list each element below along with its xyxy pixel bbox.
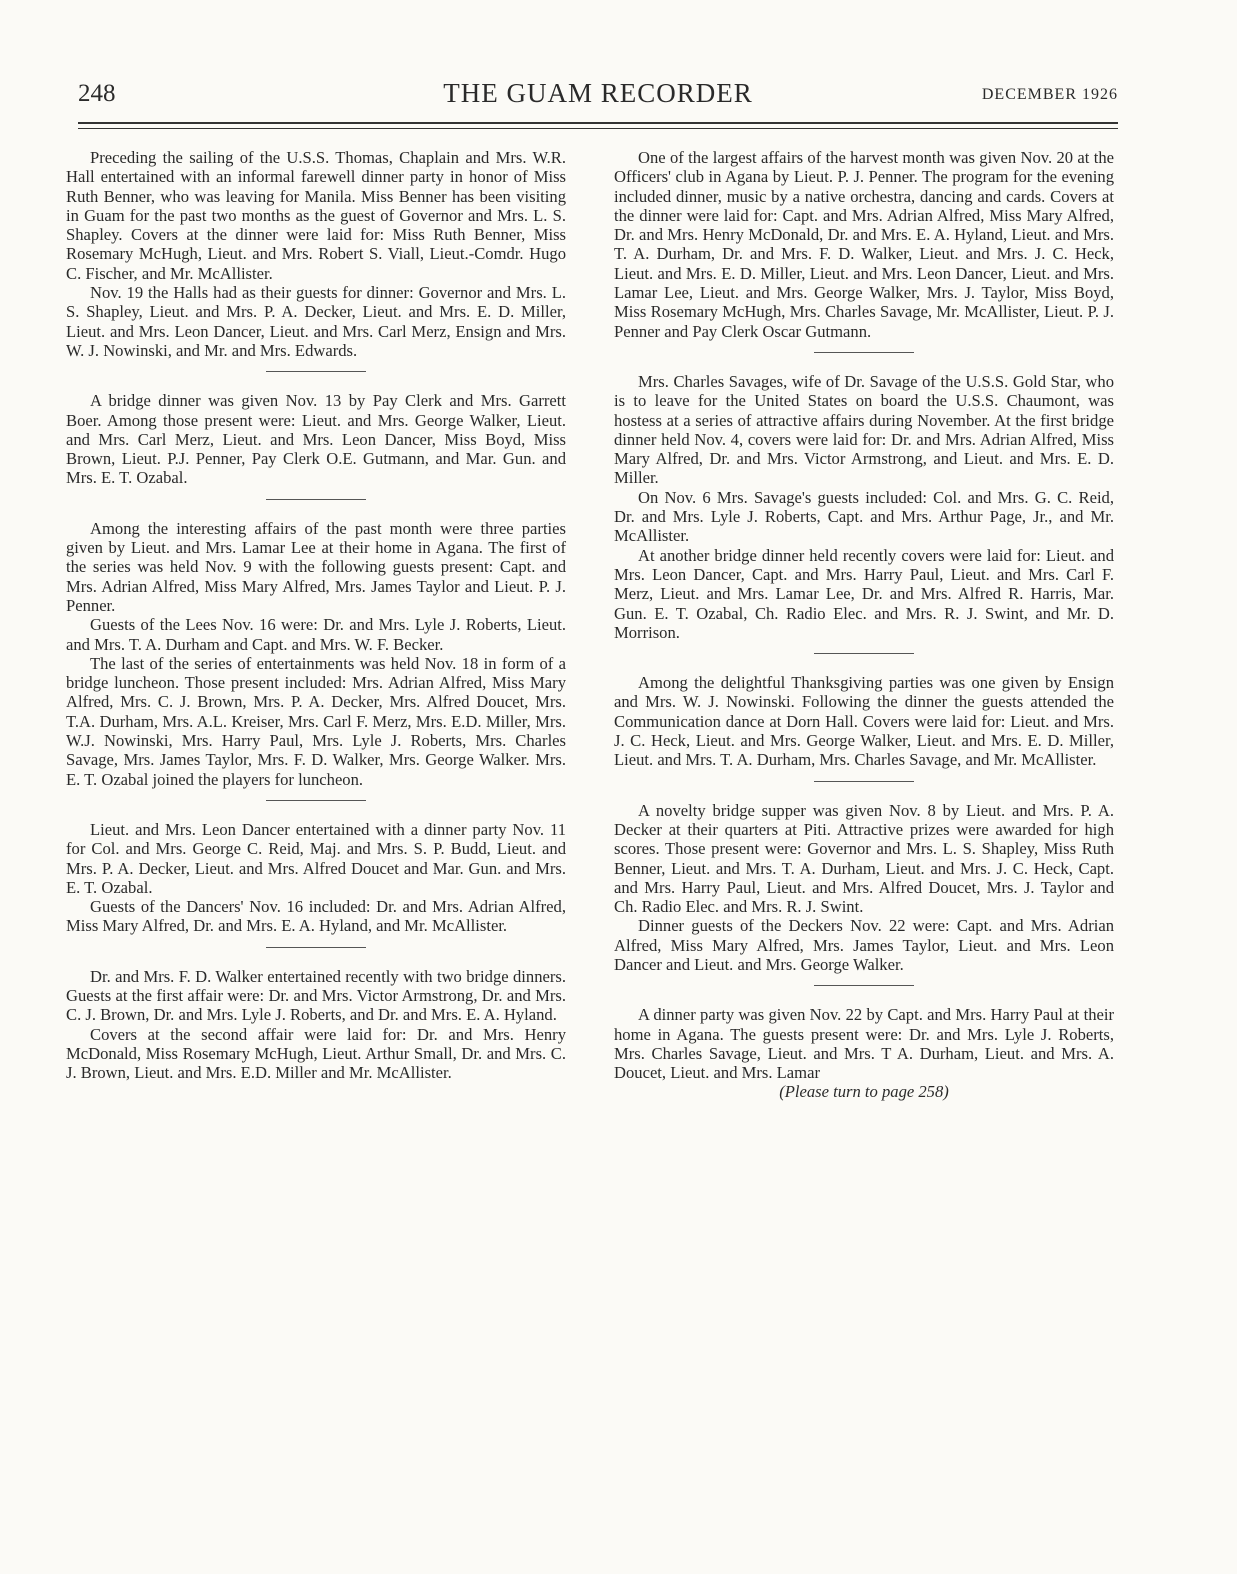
publication-title: THE GUAM RECORDER [443, 78, 753, 108]
article-paragraph: Lieut. and Mrs. Leon Dancer entertained with a dinner party Nov. 11 for Col. and Mrs. George C. Reid, Maj. and Mrs. S. P. Budd, Lieut. and Mrs. P. A. Decker, Lieut. and Mrs. Alfred Doucet and Mar. Gun. and Mrs. E. T. Ozabal. [66, 819, 566, 897]
section-divider [266, 499, 366, 500]
article-paragraph: Preceding the sailing of the U.S.S. Thomas, Chaplain and Mrs. W.R. Hall entertained with an informal farewell dinner party in honor of Miss Ruth Benner, who was leaving for Manila. Miss Benner has been visiting in Guam for the past two months as the guest of Governor and Mrs. L. S. Shapley. Covers at the dinner were laid for: Miss Ruth Benner, Miss Rosemary McHugh, Lieut. and Mrs. Robert S. Viall, Lieut.-Comdr. Hugo C. Fischer, and Mr. McAllister. [66, 148, 566, 283]
article-paragraph: A novelty bridge supper was given Nov. 8 by Lieut. and Mrs. P. A. Decker at their quarters at Piti. Attractive prizes were awarded for high scores. Those present were: Governor and Mrs. L. S. Shapley, Miss Ruth Benner, Lieut. and Mrs. T. A. Durham, Lieut. and Mrs. J. C. Heck, Capt. and Mrs. Harry Paul, Lieut. and Mrs. Alfred Doucet, Mrs. J. Taylor and Ch. Radio Elec. and Mrs. R. J. Swint. [614, 800, 1114, 917]
issue-date: DECEMBER 1926 [981, 86, 1118, 103]
article-paragraph: A dinner party was given Nov. 22 by Capt. and Mrs. Harry Paul at their home in Agana. The guests present were: Dr. and Mrs. Lyle J. Roberts, Mrs. Charles Savage, Lieut. and Mrs. T A. Durham, Lieut. and Mrs. A. Doucet, Lieut. and Mrs. Lamar [614, 1005, 1114, 1083]
page-number: 248 [78, 80, 116, 107]
section-divider [266, 371, 366, 372]
article-paragraph: The last of the series of entertainments was held Nov. 18 in form of a bridge luncheon. Those present included: Mrs. Adrian Alfred, Miss Mary Alfred, Mrs. C. J. Brown, Mrs. P. A. Decker, Mrs. Alfred Doucet, Mrs. T.A. Durham, Mrs. A.L. Kreiser, Mrs. Carl F. Merz, Mrs. E.D. Miller, Mrs. W.J. Nowinski, Mrs. Harry Paul, Mrs. Lyle J. Roberts, Mrs. Charles Savage, Mrs. James Taylor, Mrs. F. D. Walker, Mrs. George Walker. Mrs. E. T. Ozabal joined the players for luncheon. [66, 653, 566, 789]
left-column [66, 148, 566, 1082]
section-divider [814, 352, 914, 353]
header-rule-thin [78, 128, 1118, 129]
article-paragraph: On Nov. 6 Mrs. Savage's guests included: Col. and Mrs. G. C. Reid, Dr. and Mrs. Lyle J. Roberts, Capt. and Mrs. Arthur Page, Jr., and Mr. McAllister. [614, 487, 1114, 546]
article-paragraph: Guests of the Lees Nov. 16 were: Dr. and Mrs. Lyle J. Roberts, Lieut. and Mrs. T. A. Durham and Capt. and Mrs. W. F. Becker. [66, 615, 566, 654]
article-paragraph: Dr. and Mrs. F. D. Walker entertained recently with two bridge dinners. Guests at the first affair were: Dr. and Mrs. Victor Armstrong, Dr. and Mrs. C. J. Brown, Dr. and Mrs. Lyle J. Roberts, and Dr. and Mrs. E. A. Hyland. [66, 966, 566, 1025]
article-paragraph: Dinner guests of the Deckers Nov. 22 were: Capt. and Mrs. Adrian Alfred, Miss Mary Alfred, Mrs. James Taylor, Lieut. and Mrs. Leon Dancer and Lieut. and Mrs. George Walker. [614, 916, 1114, 974]
header-rule [78, 122, 1118, 124]
article-paragraph: Among the interesting affairs of the past month were three parties given by Lieut. and Mrs. Lamar Lee at their home in Agana. The first of the series was held Nov. 9 with the following guests present: Capt. and Mrs. Adrian Alfred, Miss Mary Alfred, Mrs. James Taylor and Lieut. P. J. Penner. [66, 518, 566, 615]
article-paragraph: At another bridge dinner held recently covers were laid for: Lieut. and Mrs. Leon Dancer, Capt. and Mrs. Harry Paul, Lieut. and Mrs. Carl F. Merz, Lieut. and Mrs. Lamar Lee, Dr. and Mrs. Alfred R. Harris, Mar. Gun. E. T. Ozabal, Ch. Radio Elec. and Mrs. R. J. Swint, and Mr. D. Morrison. [614, 545, 1114, 642]
article-paragraph: One of the largest affairs of the harvest month was given Nov. 20 at the Officers' club in Agana by Lieut. P. J. Penner. The program for the evening included dinner, music by a native orchestra, dancing and cards. Covers at the dinner were laid for: Capt. and Mrs. Adrian Alfred, Miss Mary Alfred, Dr. and Mrs. Henry McDonald, Dr. and Mrs. E. A. Hyland, Lieut. and Mrs. T. A. Durham, Dr. and Mrs. F. D. Walker, Lieut. and Mrs. J. C. Heck, Lieut. and Mrs. E. D. Miller, Lieut. and Mrs. Leon Dancer, Lieut. and Mrs. Lamar Lee, Lieut. and Mrs. George Walker, Mrs. J. Taylor, Miss Boyd, Miss Rosemary McHugh, Mrs. Charles Savage, Mr. McAllister, Lieut. P. J. Penner and Pay Clerk Oscar Gutmann. [614, 148, 1114, 341]
article-paragraph: Nov. 19 the Halls had as their guests for dinner: Governor and Mrs. L. S. Shapley, Lieut. and Mrs. P. A. Decker, Lieut. and Mrs. E. D. Miller, Lieut. and Mrs. Leon Dancer, Lieut. and Mrs. Carl Merz, Ensign and Mrs. W. J. Nowinski, and Mr. and Mrs. Edwards. [66, 283, 566, 360]
section-divider [814, 985, 914, 986]
article-paragraph: Covers at the second affair were laid for: Dr. and Mrs. Henry McDonald, Miss Rosemary McHugh, Lieut. Arthur Small, Dr. and Mrs. C. J. Brown, Lieut. and Mrs. E.D. Miller and Mr. McAllister. [66, 1024, 566, 1083]
right-column [614, 148, 1114, 1102]
continued-note: (Please turn to page 258) [779, 1082, 949, 1102]
section-divider [814, 653, 914, 654]
section-divider [266, 947, 366, 948]
article-paragraph: Guests of the Dancers' Nov. 16 included: Dr. and Mrs. Adrian Alfred, Miss Mary Alfred, Dr. and Mrs. E. A. Hyland, and Mr. McAllister. [66, 897, 566, 936]
section-divider [814, 781, 914, 782]
article-paragraph: Mrs. Charles Savages, wife of Dr. Savage of the U.S.S. Gold Star, who is to leave for the United States on board the U.S.S. Chaumont, was hostess at a series of attractive affairs during November. At the first bridge dinner held Nov. 4, covers were laid for: Dr. and Mrs. Adrian Alfred, Miss Mary Alfred, Dr. and Mrs. Victor Armstrong, and Lieut. and Mrs. E. D. Miller. [614, 371, 1114, 488]
article-paragraph: Among the delightful Thanksgiving parties was one given by Ensign and Mrs. W. J. Nowinski. Following the dinner the guests attended the Communication dance at Dorn Hall. Covers were laid for: Lieut. and Mrs. J. C. Heck, Lieut. and Mrs. George Walker, Lieut. and Mrs. E. D. Miller, Lieut. and Mrs. T. A. Durham, Mrs. Charles Savage, and Mr. McAllister. [614, 673, 1114, 770]
section-divider [266, 800, 366, 801]
page-header [78, 78, 1118, 118]
article-paragraph: A bridge dinner was given Nov. 13 by Pay Clerk and Mrs. Garrett Boer. Among those present were: Lieut. and Mrs. George Walker, Lieut. and Mrs. Carl Merz, Lieut. and Mrs. Leon Dancer, Miss Boyd, Miss Brown, Lieut. P.J. Penner, Pay Clerk O.E. Gutmann, and Mar. Gun. and Mrs. E. T. Ozabal. [66, 391, 566, 488]
